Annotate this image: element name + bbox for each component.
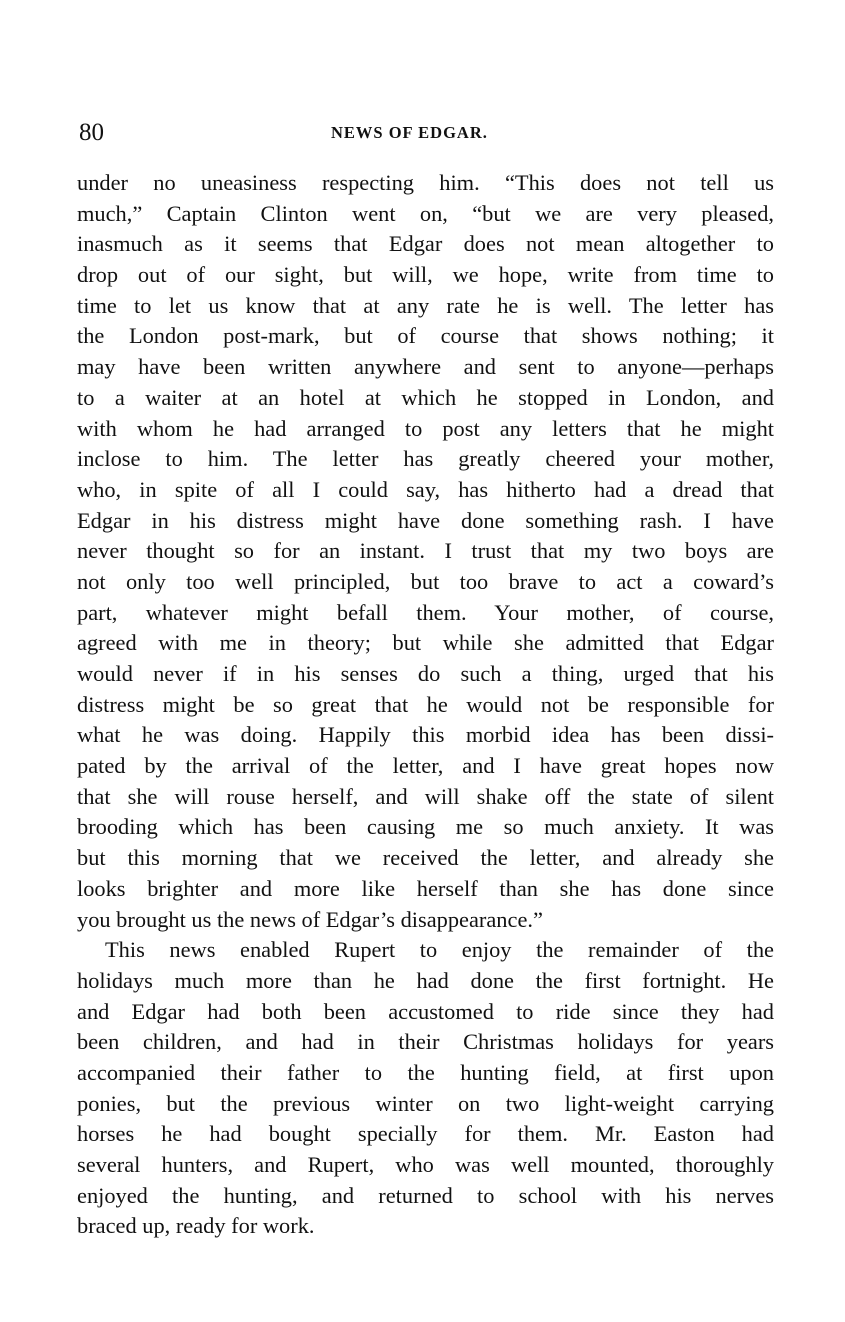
paragraph-end-line: braced up, ready for work.	[77, 1213, 315, 1239]
text-line: distress might be so great that he would not be responsible for	[77, 691, 774, 717]
text-line: enjoyed the hunting, and returned to school with his nerves	[77, 1182, 774, 1208]
text-line: holidays much more than he had done the first fortnight. He	[77, 967, 774, 993]
paragraph-end-line: you brought us the news of Edgar’s disappearance.”	[77, 906, 543, 932]
text-line: been children, and had in their Christmas holidays for years	[77, 1029, 774, 1055]
text-line: drop out of our sight, but will, we hope, write from time to	[77, 262, 774, 288]
text-line: to a waiter at an hotel at which he stopped in London, and	[77, 384, 774, 410]
text-line: Edgar in his distress might have done something rash. I have	[77, 507, 774, 533]
text-line: that she will rouse herself, and will shake off the state of silent	[77, 783, 774, 809]
text-line: horses he had bought specially for them. Mr. Easton had	[77, 1121, 774, 1147]
text-line: inclose to him. The letter has greatly cheered your mother,	[77, 446, 774, 472]
text-line: much,” Captain Clinton went on, “but we are very pleased,	[77, 200, 774, 226]
text-line: several hunters, and Rupert, who was well mounted, thoroughly	[77, 1152, 774, 1177]
page-number: 80	[79, 119, 104, 146]
text-line: would never if in his senses do such a thing, urged that his	[77, 661, 774, 686]
text-line: accompanied their father to the hunting field, at first upon	[77, 1059, 774, 1085]
text-line: looks brighter and more like herself than she has done since	[77, 875, 774, 901]
text-line: and Edgar had both been accustomed to ride since they had	[77, 998, 774, 1024]
text-line: but this morning that we received the letter, and already she	[77, 845, 774, 871]
text-line: time to let us know that at any rate he is well. The letter has	[77, 292, 774, 318]
text-line: under no uneasiness respecting him. “This does not tell us	[77, 170, 774, 195]
paragraph-start-line: This news enabled Rupert to enjoy the remainder of the	[105, 937, 774, 963]
running-title: NEWS OF EDGAR.	[331, 123, 488, 142]
text-line: who, in spite of all I could say, has hitherto had a dread that	[77, 476, 774, 502]
text-line: with whom he had arranged to post any letters that he might	[77, 415, 774, 441]
text-line: pated by the arrival of the letter, and I have great hopes now	[77, 753, 774, 779]
text-line: part, whatever might befall them. Your mother, of course,	[77, 599, 774, 625]
text-line: what he was doing. Happily this morbid idea has been dissi-	[77, 722, 774, 748]
text-line: agreed with me in theory; but while she admitted that Edgar	[77, 630, 774, 656]
text-line: inasmuch as it seems that Edgar does not mean altogether to	[77, 231, 774, 257]
text-line: not only too well principled, but too brave to act a coward’s	[77, 568, 774, 594]
body-text	[77, 168, 774, 1242]
text-line: brooding which has been causing me so much anxiety. It was	[77, 814, 774, 840]
text-line: the London post-mark, but of course that shows nothing; it	[77, 323, 774, 349]
text-line: may have been written anywhere and sent to anyone—perhaps	[77, 354, 774, 380]
text-line: ponies, but the previous winter on two light-weight carrying	[77, 1090, 774, 1116]
text-line: never thought so for an instant. I trust that my two boys are	[77, 538, 774, 564]
